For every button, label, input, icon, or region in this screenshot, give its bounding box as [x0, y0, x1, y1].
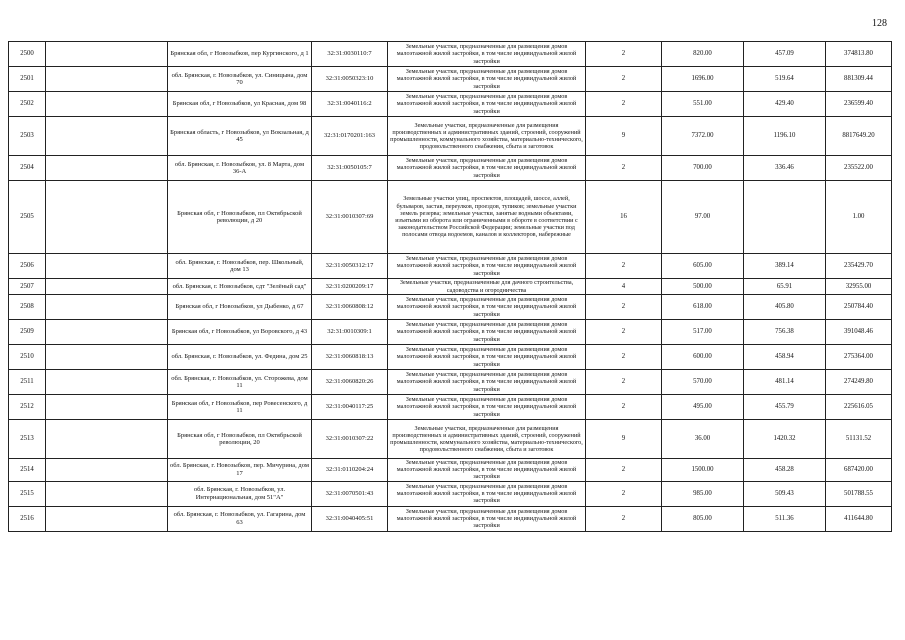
land-use-description-cell: Земельные участки, предназначенные для дачного строительства, садоводства и огородничества	[388, 279, 586, 295]
address-cell: Брянская обл, г Новозыбков, пл Октябрьской революции, 20	[168, 420, 312, 459]
empty-cell	[46, 295, 168, 320]
specific-value-cell	[744, 181, 826, 254]
use-group-cell: 2	[586, 459, 662, 482]
area-cell: 820.00	[662, 42, 744, 67]
address-cell: обл. Брянская, г. Новозыбков, пер. Мичурина, дом 17	[168, 459, 312, 482]
area-cell: 805.00	[662, 506, 744, 531]
address-cell: Брянская обл, г Новозыбков, пл Октябрьской революции, д 20	[168, 181, 312, 254]
empty-cell	[46, 420, 168, 459]
specific-value-cell: 457.09	[744, 42, 826, 67]
specific-value-cell: 455.79	[744, 395, 826, 420]
use-group-cell: 2	[586, 481, 662, 506]
page-number: 128	[872, 18, 887, 29]
table-row	[9, 370, 892, 395]
specific-value-cell: 481.14	[744, 370, 826, 395]
address-cell: Брянская обл, г Новозыбков, ул Красная, дом 98	[168, 92, 312, 117]
cadastral-number-cell: 32:31:0060808:12	[312, 295, 388, 320]
address-cell: Брянская обл, г Новозыбков, ул Воровского, д 43	[168, 320, 312, 345]
cadastral-value-cell: 411644.80	[826, 506, 892, 531]
table-row	[9, 481, 892, 506]
address-cell: обл. Брянская, г. Новозыбков, ул. Синицына, дом 70	[168, 67, 312, 92]
row-number: 2504	[9, 156, 46, 181]
specific-value-cell: 1196.10	[744, 117, 826, 156]
table-row	[9, 254, 892, 279]
address-cell: Брянская область, г Новозыбков, ул Вокзальная, д 45	[168, 117, 312, 156]
empty-cell	[46, 92, 168, 117]
table-row	[9, 117, 892, 156]
use-group-cell: 4	[586, 279, 662, 295]
cadastral-number-cell: 32:31:0050105:7	[312, 156, 388, 181]
cadastral-number-cell: 32:31:0070501:43	[312, 481, 388, 506]
address-cell: обл. Брянская, г. Новозыбков, пер. Школьный, дом 13	[168, 254, 312, 279]
empty-cell	[46, 181, 168, 254]
address-cell: Брянская обл, г Новозыбков, пер Кургинского, д 1	[168, 42, 312, 67]
table-row	[9, 67, 892, 92]
specific-value-cell: 756.38	[744, 320, 826, 345]
table-row	[9, 92, 892, 117]
address-cell: Брянская обл, г Новозыбков, пер Ровесенского, д 11	[168, 395, 312, 420]
specific-value-cell: 405.80	[744, 295, 826, 320]
cadastral-number-cell: 32:31:0110204:24	[312, 459, 388, 482]
address-cell: обл. Брянская, г. Новозыбков, сдт "Зелёный сад"	[168, 279, 312, 295]
empty-cell	[46, 156, 168, 181]
land-use-description-cell: Земельные участки, предназначенные для размещения домов малоэтажной жилой застройки, в том числе индивидуальной жилой застройки	[388, 254, 586, 279]
table-row	[9, 420, 892, 459]
land-use-description-cell: Земельные участки, предназначенные для размещения домов малоэтажной жилой застройки, в том числе индивидуальной жилой застройки	[388, 506, 586, 531]
empty-cell	[46, 506, 168, 531]
row-number: 2505	[9, 181, 46, 254]
area-cell: 618.00	[662, 295, 744, 320]
cadastral-value-cell: 881309.44	[826, 67, 892, 92]
row-number: 2501	[9, 67, 46, 92]
land-parcels-table	[8, 41, 892, 532]
specific-value-cell: 458.28	[744, 459, 826, 482]
row-number: 2512	[9, 395, 46, 420]
area-cell: 500.00	[662, 279, 744, 295]
area-cell: 551.00	[662, 92, 744, 117]
row-number: 2502	[9, 92, 46, 117]
row-number: 2516	[9, 506, 46, 531]
cadastral-value-cell: 8817649.20	[826, 117, 892, 156]
area-cell: 97.00	[662, 181, 744, 254]
empty-cell	[46, 117, 168, 156]
table-row	[9, 395, 892, 420]
cadastral-value-cell: 275364.00	[826, 345, 892, 370]
specific-value-cell: 336.46	[744, 156, 826, 181]
address-cell: обл. Брянская, г. Новозыбков, ул. Сторожева, дом 11	[168, 370, 312, 395]
land-use-description-cell: Земельные участки, предназначенные для размещения производственных и административных зданий, строений, сооружений промышленности, коммунального хозяйства, материально-технического, продовольственного снабжения, сбыта и заготовок	[388, 117, 586, 156]
row-number: 2503	[9, 117, 46, 156]
row-number: 2508	[9, 295, 46, 320]
specific-value-cell: 458.94	[744, 345, 826, 370]
land-use-description-cell: Земельные участки, предназначенные для размещения домов малоэтажной жилой застройки, в том числе индивидуальной жилой застройки	[388, 67, 586, 92]
land-use-description-cell: Земельные участки, предназначенные для размещения домов малоэтажной жилой застройки, в том числе индивидуальной жилой застройки	[388, 42, 586, 67]
address-cell: обл. Брянская, г. Новозыбков, ул. 8 Марта, дом 36-А	[168, 156, 312, 181]
table-row	[9, 295, 892, 320]
table-row	[9, 181, 892, 254]
row-number: 2510	[9, 345, 46, 370]
specific-value-cell: 511.36	[744, 506, 826, 531]
row-number: 2513	[9, 420, 46, 459]
area-cell: 495.00	[662, 395, 744, 420]
cadastral-number-cell: 32:31:0030110:7	[312, 42, 388, 67]
cadastral-value-cell: 51131.52	[826, 420, 892, 459]
land-use-description-cell: Земельные участки, предназначенные для размещения домов малоэтажной жилой застройки, в том числе индивидуальной жилой застройки	[388, 345, 586, 370]
address-cell: Брянская обл, г Новозыбков, ул Дыбенко, д 67	[168, 295, 312, 320]
area-cell: 36.00	[662, 420, 744, 459]
empty-cell	[46, 345, 168, 370]
use-group-cell: 2	[586, 506, 662, 531]
cadastral-number-cell: 32:31:0200209:17	[312, 279, 388, 295]
row-number: 2511	[9, 370, 46, 395]
cadastral-value-cell: 235522.00	[826, 156, 892, 181]
area-cell: 985.00	[662, 481, 744, 506]
table-row	[9, 459, 892, 482]
use-group-cell: 2	[586, 92, 662, 117]
row-number: 2509	[9, 320, 46, 345]
empty-cell	[46, 395, 168, 420]
address-cell: обл. Брянская, г. Новозыбков, ул. Гагарина, дом 63	[168, 506, 312, 531]
land-use-description-cell: Земельные участки, предназначенные для размещения домов малоэтажной жилой застройки, в том числе индивидуальной жилой застройки	[388, 156, 586, 181]
table-row	[9, 320, 892, 345]
use-group-cell: 9	[586, 420, 662, 459]
cadastral-value-cell: 250784.40	[826, 295, 892, 320]
use-group-cell: 2	[586, 320, 662, 345]
address-cell: обл. Брянская, г. Новозыбков, ул. Интернациональная, дом 51"А"	[168, 481, 312, 506]
empty-cell	[46, 254, 168, 279]
row-number: 2500	[9, 42, 46, 67]
specific-value-cell: 65.91	[744, 279, 826, 295]
table-row	[9, 42, 892, 67]
land-use-description-cell: Земельные участки, предназначенные для размещения домов малоэтажной жилой застройки, в том числе индивидуальной жилой застройки	[388, 92, 586, 117]
table-row	[9, 279, 892, 295]
cadastral-value-cell: 225616.05	[826, 395, 892, 420]
cadastral-value-cell: 501788.55	[826, 481, 892, 506]
cadastral-value-cell: 274249.80	[826, 370, 892, 395]
table-body	[9, 42, 892, 532]
cadastral-number-cell: 32:31:0040405:51	[312, 506, 388, 531]
land-use-description-cell: Земельные участки, предназначенные для размещения домов малоэтажной жилой застройки, в том числе индивидуальной жилой застройки	[388, 295, 586, 320]
cadastral-number-cell: 32:31:0170201:163	[312, 117, 388, 156]
specific-value-cell: 509.43	[744, 481, 826, 506]
area-cell: 700.00	[662, 156, 744, 181]
land-use-description-cell: Земельные участки, предназначенные для размещения производственных и административных зданий, строений, сооружений промышленности, коммунального хозяйства, материально-технического, продовольственного снабжения, сбыта и заготовок	[388, 420, 586, 459]
use-group-cell: 2	[586, 395, 662, 420]
use-group-cell: 2	[586, 254, 662, 279]
area-cell: 1500.00	[662, 459, 744, 482]
specific-value-cell: 1420.32	[744, 420, 826, 459]
empty-cell	[46, 279, 168, 295]
land-use-description-cell: Земельные участки, предназначенные для размещения домов малоэтажной жилой застройки, в том числе индивидуальной жилой застройки	[388, 459, 586, 482]
row-number: 2507	[9, 279, 46, 295]
cadastral-number-cell: 32:31:0010307:22	[312, 420, 388, 459]
specific-value-cell: 429.40	[744, 92, 826, 117]
cadastral-number-cell: 32:31:0050312:17	[312, 254, 388, 279]
land-use-description-cell: Земельные участки, предназначенные для размещения домов малоэтажной жилой застройки, в том числе индивидуальной жилой застройки	[388, 320, 586, 345]
cadastral-value-cell: 687420.00	[826, 459, 892, 482]
cadastral-value-cell: 236599.40	[826, 92, 892, 117]
cadastral-value-cell: 1.00	[826, 181, 892, 254]
specific-value-cell: 519.64	[744, 67, 826, 92]
specific-value-cell: 389.14	[744, 254, 826, 279]
cadastral-value-cell: 374813.80	[826, 42, 892, 67]
use-group-cell: 2	[586, 67, 662, 92]
cadastral-number-cell: 32:31:0040116:2	[312, 92, 388, 117]
land-use-description-cell: Земельные участки, предназначенные для размещения домов малоэтажной жилой застройки, в том числе индивидуальной жилой застройки	[388, 370, 586, 395]
row-number: 2514	[9, 459, 46, 482]
area-cell: 1696.00	[662, 67, 744, 92]
area-cell: 7372.00	[662, 117, 744, 156]
empty-cell	[46, 481, 168, 506]
use-group-cell: 2	[586, 295, 662, 320]
table-row	[9, 345, 892, 370]
cadastral-value-cell: 391048.46	[826, 320, 892, 345]
cadastral-value-cell: 32955.00	[826, 279, 892, 295]
table-row	[9, 156, 892, 181]
land-use-description-cell: Земельные участки, предназначенные для размещения домов малоэтажной жилой застройки, в том числе индивидуальной жилой застройки	[388, 395, 586, 420]
empty-cell	[46, 42, 168, 67]
empty-cell	[46, 459, 168, 482]
cadastral-value-cell: 235429.70	[826, 254, 892, 279]
address-cell: обл. Брянская, г. Новозыбков, ул. Федина, дом 25	[168, 345, 312, 370]
cadastral-number-cell: 32:31:0010307:69	[312, 181, 388, 254]
table-row	[9, 506, 892, 531]
cadastral-number-cell: 32:31:0060818:13	[312, 345, 388, 370]
cadastral-number-cell: 32:31:0040117:25	[312, 395, 388, 420]
cadastral-number-cell: 32:31:0010309:1	[312, 320, 388, 345]
area-cell: 570.00	[662, 370, 744, 395]
row-number: 2506	[9, 254, 46, 279]
use-group-cell: 2	[586, 370, 662, 395]
empty-cell	[46, 67, 168, 92]
land-use-description-cell: Земельные участки, предназначенные для размещения домов малоэтажной жилой застройки, в том числе индивидуальной жилой застройки	[388, 481, 586, 506]
area-cell: 517.00	[662, 320, 744, 345]
land-use-description-cell: Земельные участки улиц, проспектов, площадей, шоссе, аллей, бульваров, застав, переулков, проездов, тупиков; земельные участки земель резерва; земельные участки, занятые водными объектами, изъятыми из оборота или ограниченными в обороте в соответствии с законодательством Российской Федерации; земельные участки под полосами отвода водоемов, каналов и коллекторов, набережные	[388, 181, 586, 254]
use-group-cell: 9	[586, 117, 662, 156]
area-cell: 605.00	[662, 254, 744, 279]
cadastral-number-cell: 32:31:0050323:10	[312, 67, 388, 92]
use-group-cell: 2	[586, 42, 662, 67]
empty-cell	[46, 370, 168, 395]
use-group-cell: 16	[586, 181, 662, 254]
use-group-cell: 2	[586, 156, 662, 181]
cadastral-number-cell: 32:31:0060820:26	[312, 370, 388, 395]
row-number: 2515	[9, 481, 46, 506]
use-group-cell: 2	[586, 345, 662, 370]
empty-cell	[46, 320, 168, 345]
area-cell: 600.00	[662, 345, 744, 370]
